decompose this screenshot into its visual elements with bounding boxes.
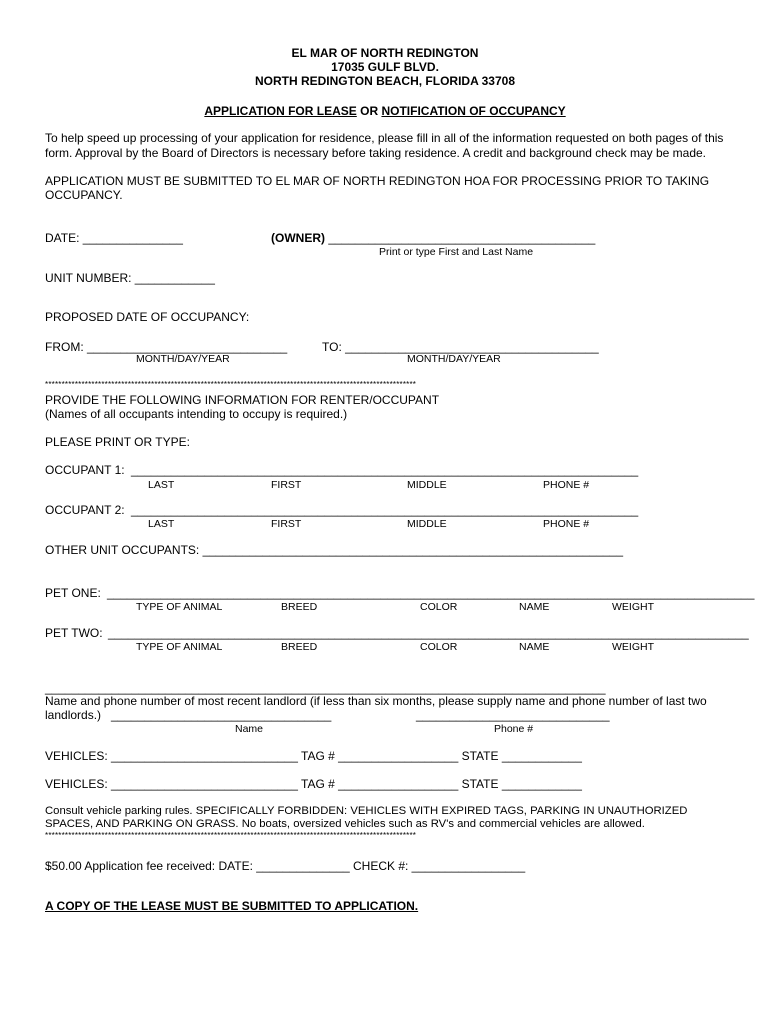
pet-one-field[interactable]: _________________________________________________________________________________________________ xyxy=(107,586,755,600)
occupant-1-field[interactable]: ____________________________________________________________________________ xyxy=(131,463,639,477)
header-line-1: EL MAR OF NORTH REDINGTON xyxy=(291,46,479,60)
pet-two-field[interactable]: ________________________________________________________________________________________________ xyxy=(108,626,749,640)
vehicle-1-field[interactable]: VEHICLES: ____________________________ TAG # __________________ STATE ____________ xyxy=(45,749,582,763)
landlord-name-hint: Name xyxy=(235,723,264,735)
from-field[interactable]: FROM: ______________________________ xyxy=(45,340,288,354)
occupant-1-first-hint: FIRST xyxy=(271,479,302,491)
pet-two-weight-hint: WEIGHT xyxy=(612,641,654,653)
pet-one-label: PET ONE: xyxy=(45,586,101,600)
occupant-2-phone-hint: PHONE # xyxy=(543,518,590,530)
unit-number-field[interactable]: UNIT NUMBER: ____________ xyxy=(45,271,215,285)
landlord-phone-hint: Phone # xyxy=(494,723,534,735)
pet-two-color-hint: COLOR xyxy=(420,641,458,653)
to-field[interactable]: TO: ______________________________________ xyxy=(322,340,599,354)
occupant-1-label: OCCUPANT 1: xyxy=(45,463,125,477)
occupant-2-middle-hint: MIDDLE xyxy=(407,518,447,530)
owner-blank[interactable]: ________________________________________ xyxy=(325,231,596,245)
separator-top: **************************************************************************************************************** xyxy=(45,380,417,389)
from-hint: MONTH/DAY/YEAR xyxy=(136,353,230,365)
pet-two-label: PET TWO: xyxy=(45,626,103,640)
landlord-line-2: landlords.) xyxy=(45,708,102,722)
form-title-or: OR xyxy=(356,104,382,118)
pet-one-weight-hint: WEIGHT xyxy=(612,601,654,613)
pet-two-type-hint: TYPE OF ANIMAL xyxy=(136,641,223,653)
to-hint: MONTH/DAY/YEAR xyxy=(407,353,501,365)
form-title-occupancy: NOTIFICATION OF OCCUPANCY xyxy=(381,104,566,118)
parking-line-2: SPACES, AND PARKING ON GRASS. No boats, oversized vehicles such as RV's and commercial vehicles are allowed. xyxy=(45,818,645,830)
pet-one-type-hint: TYPE OF ANIMAL xyxy=(136,601,223,613)
occupant-2-field[interactable]: ____________________________________________________________________________ xyxy=(131,503,639,517)
form-title xyxy=(0,104,770,118)
intro-line-2: form. Approval by the Board of Directors is necessary before taking residence. A credit and background check may be made. xyxy=(45,146,707,160)
submit-notice-line-1: APPLICATION MUST BE SUBMITTED TO EL MAR OF NORTH REDINGTON HOA FOR PROCESSING PRIOR TO TAKING xyxy=(45,174,710,188)
occupant-2-label: OCCUPANT 2: xyxy=(45,503,125,517)
vehicle-2-field[interactable]: VEHICLES: ____________________________ TAG # __________________ STATE ____________ xyxy=(45,777,582,791)
intro-line-1: To help speed up processing of your application for residence, please fill in all of the information requested on both pages of this xyxy=(45,131,724,145)
pet-one-name-hint: NAME xyxy=(519,601,550,613)
landlord-name-field[interactable]: _________________________________ xyxy=(111,708,332,722)
separator-bottom: **************************************************************************************************************** xyxy=(45,831,417,840)
pet-one-color-hint: COLOR xyxy=(420,601,458,613)
landlord-phone-field[interactable]: _____________________________ xyxy=(416,708,610,722)
form-title-lease: APPLICATION FOR LEASE xyxy=(204,104,357,118)
occupant-1-middle-hint: MIDDLE xyxy=(407,479,447,491)
header-line-2: 17035 GULF BLVD. xyxy=(331,60,439,74)
pet-two-breed-hint: BREED xyxy=(281,641,318,653)
fee-line[interactable]: $50.00 Application fee received: DATE: ______________ CHECK #: _________________ xyxy=(45,859,526,873)
renter-note: (Names of all occupants intending to occupy is required.) xyxy=(45,407,348,421)
renter-title: PROVIDE THE FOLLOWING INFORMATION FOR RENTER/OCCUPANT xyxy=(45,393,440,407)
lease-copy-notice: A COPY OF THE LEASE MUST BE SUBMITTED TO APPLICATION. xyxy=(45,899,419,913)
print-or-type-label: PLEASE PRINT OR TYPE: xyxy=(45,435,190,449)
occupant-2-last-hint: LAST xyxy=(148,518,175,530)
owner-label: (OWNER) xyxy=(271,231,325,245)
occupant-1-last-hint: LAST xyxy=(148,479,175,491)
other-occupants-field[interactable]: OTHER UNIT OCCUPANTS: _______________________________________________________________ xyxy=(45,543,624,557)
owner-field[interactable] xyxy=(271,231,595,245)
date-field[interactable]: DATE: _______________ xyxy=(45,231,183,245)
owner-hint: Print or type First and Last Name xyxy=(379,246,534,258)
parking-line-1: Consult vehicle parking rules. SPECIFICALLY FORBIDDEN: VEHICLES WITH EXPIRED TAGS, PARKING IN UNAUTHORIZED xyxy=(45,805,688,817)
pet-two-name-hint: NAME xyxy=(519,641,550,653)
pet-one-breed-hint: BREED xyxy=(281,601,318,613)
submit-notice-line-2: OCCUPANCY. xyxy=(45,188,123,202)
landlord-rule: ____________________________________________________________________________________ xyxy=(45,681,606,695)
occupant-1-phone-hint: PHONE # xyxy=(543,479,590,491)
proposed-date-label: PROPOSED DATE OF OCCUPANCY: xyxy=(45,310,250,324)
header-line-3: NORTH REDINGTON BEACH, FLORIDA 33708 xyxy=(254,74,516,88)
occupant-2-first-hint: FIRST xyxy=(271,518,302,530)
landlord-line-1: Name and phone number of most recent landlord (if less than six months, please supply name and phone number of last two xyxy=(45,694,707,708)
